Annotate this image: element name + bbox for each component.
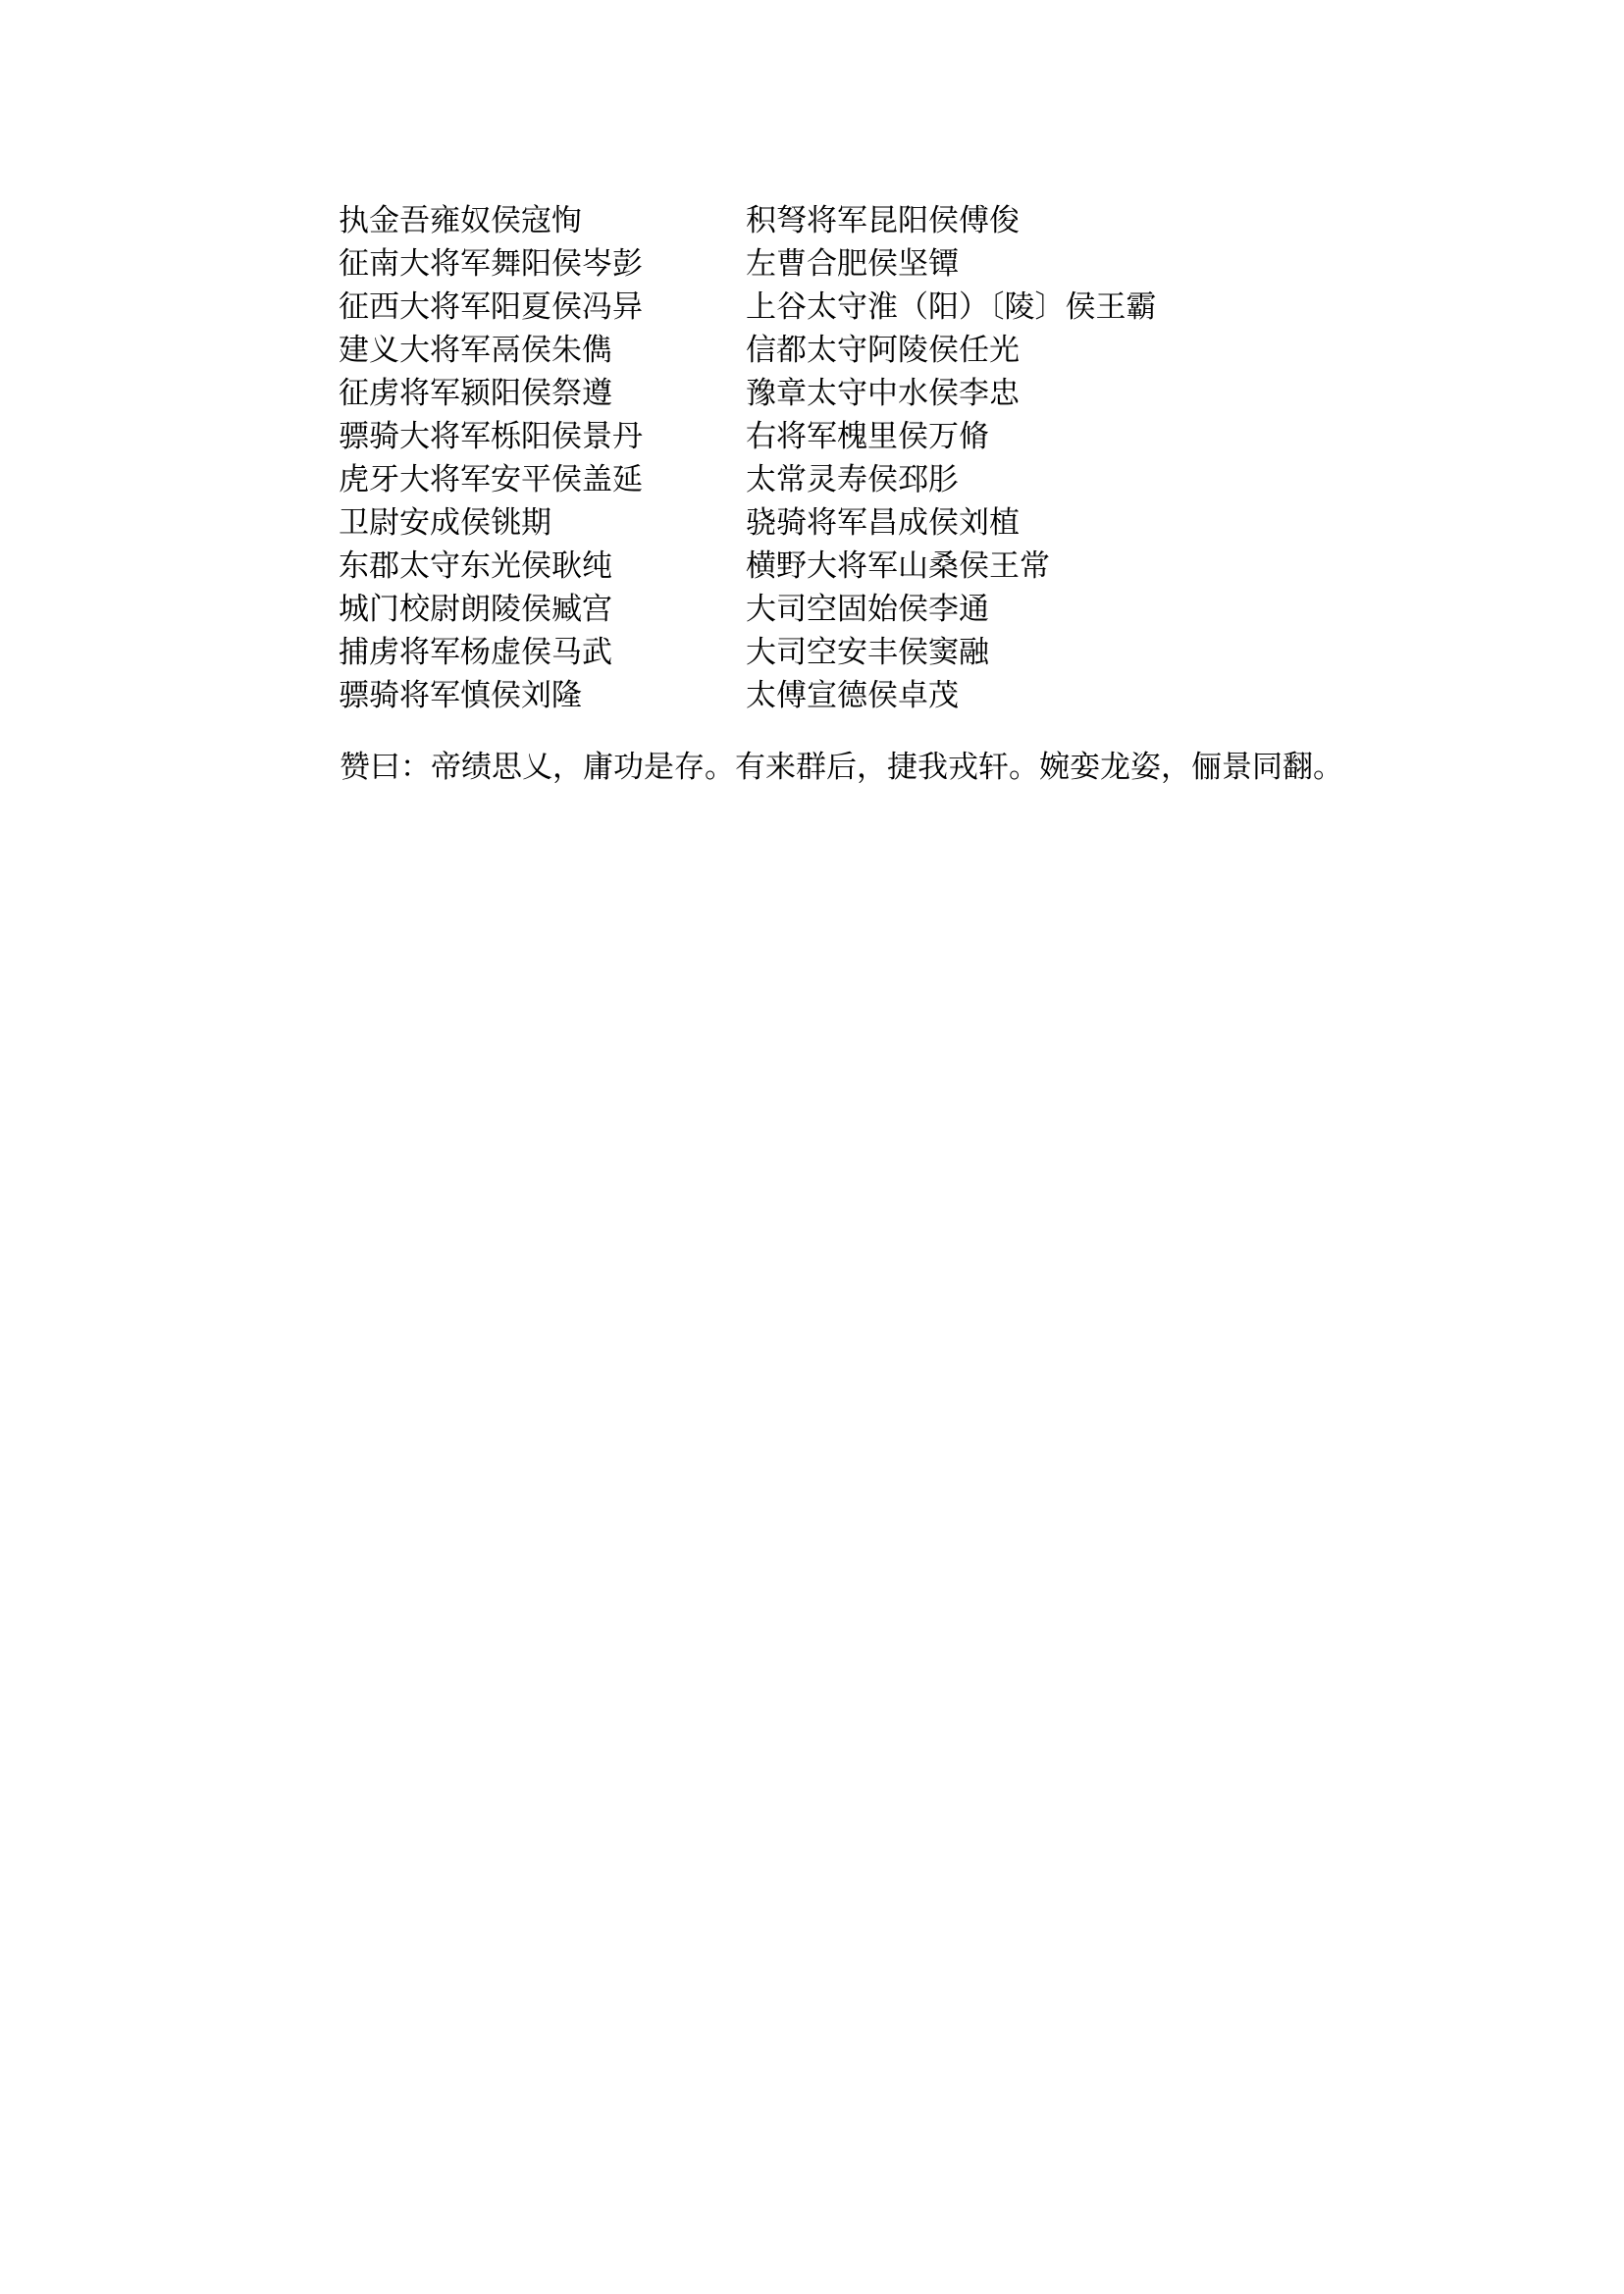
roster-row xyxy=(339,329,1359,372)
roster-right-name: 大司空固始侯李通 xyxy=(746,592,989,627)
roster-row xyxy=(339,242,1359,286)
roster-right-name: 积弩将军昆阳侯傅俊 xyxy=(746,203,1020,238)
roster-left-name: 捕虏将军杨虚侯马武 xyxy=(339,635,612,670)
roster-row xyxy=(339,674,1359,717)
roster-row xyxy=(339,372,1359,415)
roster-right-name: 右将军槐里侯万脩 xyxy=(746,419,989,454)
roster-right-name: 太常灵寿侯邳肜 xyxy=(746,462,959,497)
roster-left-name: 虎牙大将军安平侯盖延 xyxy=(339,462,643,497)
zan-paragraph: 赞曰：帝绩思乂，庸功是存。有来群后，捷我戎轩。婉娈龙姿，俪景同翻。 xyxy=(340,750,1343,785)
roster-right-name: 太傅宣德侯卓茂 xyxy=(746,678,959,713)
roster-row xyxy=(339,588,1359,631)
roster-row xyxy=(339,501,1359,545)
roster-right-name: 信都太守阿陵侯任光 xyxy=(746,333,1020,368)
roster-list xyxy=(339,199,1359,717)
roster-right-name: 大司空安丰侯窦融 xyxy=(746,635,989,670)
roster-right-name: 豫章太守中水侯李忠 xyxy=(746,376,1020,411)
roster-left-name: 建义大将军鬲侯朱儁 xyxy=(339,333,612,368)
roster-row xyxy=(339,199,1359,242)
roster-row xyxy=(339,415,1359,458)
roster-left-name: 征虏将军颍阳侯祭遵 xyxy=(339,376,612,411)
roster-left-name: 执金吾雍奴侯寇恂 xyxy=(339,203,582,238)
roster-row xyxy=(339,631,1359,674)
roster-left-name: 征西大将军阳夏侯冯异 xyxy=(339,289,643,325)
roster-left-name: 征南大将军舞阳侯岑彭 xyxy=(339,246,643,282)
roster-left-name: 骠骑将军慎侯刘隆 xyxy=(339,678,582,713)
roster-left-name: 东郡太守东光侯耿纯 xyxy=(339,548,612,584)
roster-left-name: 卫尉安成侯铫期 xyxy=(339,505,551,541)
roster-right-name: 上谷太守淮（阳）〔陵〕侯王霸 xyxy=(746,289,1157,325)
roster-left-name: 城门校尉朗陵侯臧宫 xyxy=(339,592,612,627)
roster-left-name: 骠骑大将军栎阳侯景丹 xyxy=(339,419,643,454)
roster-row xyxy=(339,286,1359,329)
roster-right-name: 左曹合肥侯坚镡 xyxy=(746,246,959,282)
roster-right-name: 骁骑将军昌成侯刘植 xyxy=(746,505,1020,541)
roster-row xyxy=(339,545,1359,588)
roster-right-name: 横野大将军山桑侯王常 xyxy=(746,548,1050,584)
roster-row xyxy=(339,458,1359,501)
